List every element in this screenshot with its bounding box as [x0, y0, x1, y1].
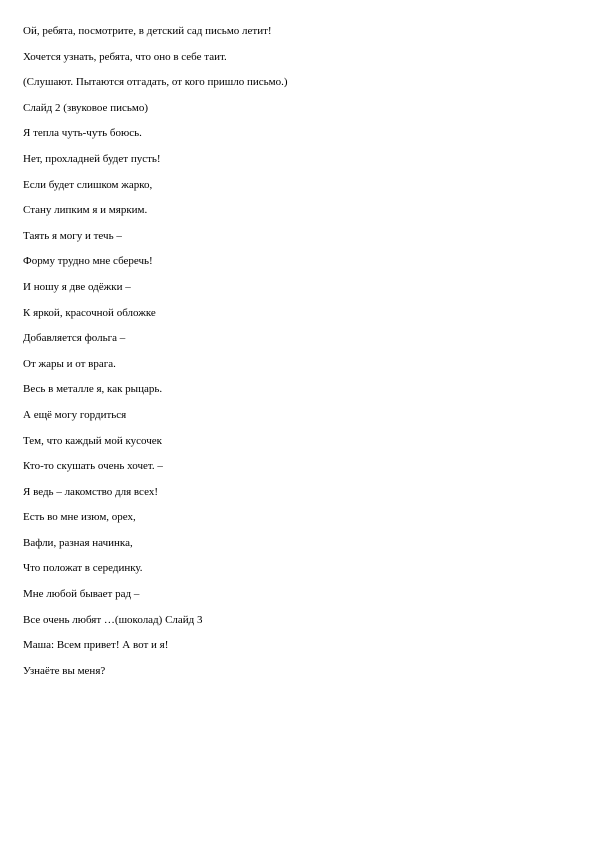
text-line: Я тепла чуть-чуть боюсь.: [23, 127, 142, 140]
text-line: Вафли, разная начинка,: [23, 536, 133, 549]
text-line: Есть во мне изюм, орех,: [23, 511, 136, 524]
text-line: К яркой, красочной обложке: [23, 306, 156, 319]
text-line: (Слушают. Пытаются отгадать, от кого пришло письмо.): [23, 76, 288, 89]
text-line: Стану липким я и мярким.: [23, 204, 148, 217]
text-line: Кто-то скушать очень хочет. –: [23, 460, 163, 473]
text-line: Я ведь – лакомство для всех!: [23, 485, 158, 498]
text-line: Таять я могу и течь –: [23, 229, 122, 242]
text-line: Добавляется фольга –: [23, 332, 126, 345]
text-line: Форму трудно мне сберечь!: [23, 255, 153, 268]
text-line: Слайд 2 (звуковое письмо): [23, 101, 148, 114]
text-body: [23, 24, 583, 689]
text-line: Маша: Всем привет! А вот и я!: [23, 639, 169, 652]
text-line: Узнаёте вы меня?: [23, 664, 106, 677]
text-line: А ещё могу гордиться: [23, 408, 127, 421]
text-line: Ой, ребята, посмотрите, в детский сад письмо летит!: [23, 25, 272, 37]
text-line: От жары и от врага.: [23, 357, 116, 370]
text-line: Если будет слишком жарко,: [23, 178, 153, 191]
text-line: Весь в металле я, как рыцарь.: [23, 383, 163, 396]
text-line: Все очень любят …(шоколад) Слайд 3: [23, 613, 203, 626]
text-line: Хочется узнать, ребята, что оно в себе таит.: [23, 50, 227, 63]
text-line: Тем, что каждый мой кусочек: [23, 434, 163, 447]
text-line: Что положат в серединку.: [23, 562, 143, 575]
text-line: Мне любой бывает рад –: [23, 588, 140, 601]
text-line: И ношу я две одёжки –: [23, 280, 131, 293]
text-line: Нет, прохладней будет пусть!: [23, 152, 161, 165]
